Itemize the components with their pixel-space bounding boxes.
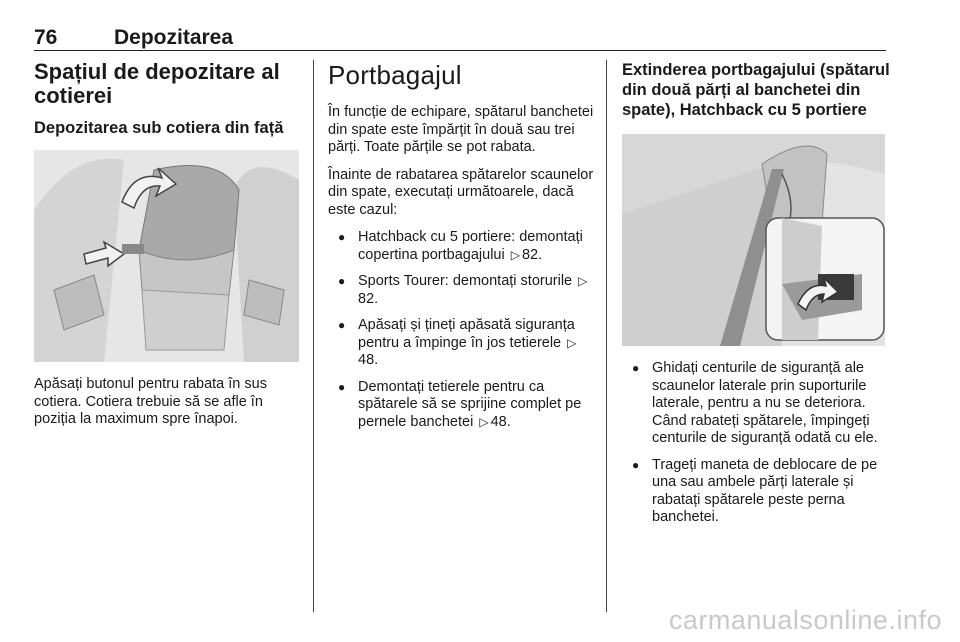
armrest-illustration <box>34 150 299 362</box>
bullet-dot-icon: ● <box>338 318 346 332</box>
page-header <box>34 22 886 51</box>
column-extend-load-compartment <box>622 60 890 536</box>
preparation-list <box>328 229 596 431</box>
column-divider <box>313 60 314 612</box>
page-reference-icon: ▷ <box>567 335 577 350</box>
section-title-armrest: Spațiul de depozitare al cotierei <box>34 59 280 108</box>
rear-seat-belt-illustration <box>622 134 885 346</box>
bullet-dot-icon: ● <box>632 361 640 375</box>
list-item: ● Apăsați și țineți apăsată siguranța pentru a împinge în jos tetierele ▷48. <box>338 317 577 368</box>
list-item: ● Sports Tourer: demontați storurile ▷82. <box>338 273 588 307</box>
page-reference-icon: ▷ <box>578 274 588 288</box>
list-item: ● Ghidați centurile de siguranță ale scaunelor laterale prin suporturile laterale, pentru a nu se deteriora. Când rabateți spătarele, împingeți centurile de siguranță odată cu ele. <box>632 360 878 446</box>
load-compartment-intro: În funcție de echipare, spătarul banchetei din spate este împărțit în două sau trei părți. Toate părțile se pot rabata. <box>328 104 594 155</box>
list-item: ● Trageți maneta de deblocare de pe una sau ambele părți laterale și rabatați spătarele peste perna banchetei. <box>632 456 878 525</box>
watermark: carmanualsonline.info <box>668 605 942 635</box>
page-reference[interactable]: 82. <box>521 246 543 263</box>
page-reference[interactable]: 48. <box>490 413 511 430</box>
bullet-dot-icon: ● <box>632 457 640 472</box>
section-title-load-compartment: Portbagajul <box>328 60 462 90</box>
page-reference[interactable]: 48. <box>358 352 379 368</box>
page-reference-icon: ▷ <box>479 414 489 429</box>
page-reference-icon: ▷ <box>510 247 520 262</box>
bullet-dot-icon: ● <box>338 230 346 244</box>
page-reference[interactable]: 82. <box>358 290 379 307</box>
armrest-instructions: Apăsați butonul pentru rabata în sus cotiera. Cotiera trebuie să se afle în poziția la maximum spre înapoi. <box>34 376 267 427</box>
column-divider <box>606 60 607 612</box>
bullet-dot-icon: ● <box>338 379 346 394</box>
section-title-extend-load-compartment: Extinderea portbagajului (spătarul din două părți al banchetei din spate), Hatchback cu 5 portiere <box>622 61 890 119</box>
page-number: 76 <box>34 26 58 49</box>
list-item: ● Demontați tetierele pentru ca spătarele să se sprijine complet pe pernele banchetei ▷ 48. <box>338 378 582 430</box>
section-subtitle-front-armrest: Depozitarea sub cotiera din față <box>34 119 284 137</box>
bullet-dot-icon: ● <box>338 274 346 288</box>
column-load-compartment <box>328 60 596 440</box>
load-compartment-preparation: Înainte de rabatarea spătarelor scaunelor din spate, executați următoarele, dacă este cazul: <box>328 166 594 218</box>
list-item: ● Hatchback cu 5 portiere: demontați copertina portbagajului ▷ 82. <box>338 229 583 263</box>
chapter-title: Depozitarea <box>114 26 234 49</box>
column-armrest <box>34 60 299 429</box>
extend-instructions-list <box>622 360 890 527</box>
